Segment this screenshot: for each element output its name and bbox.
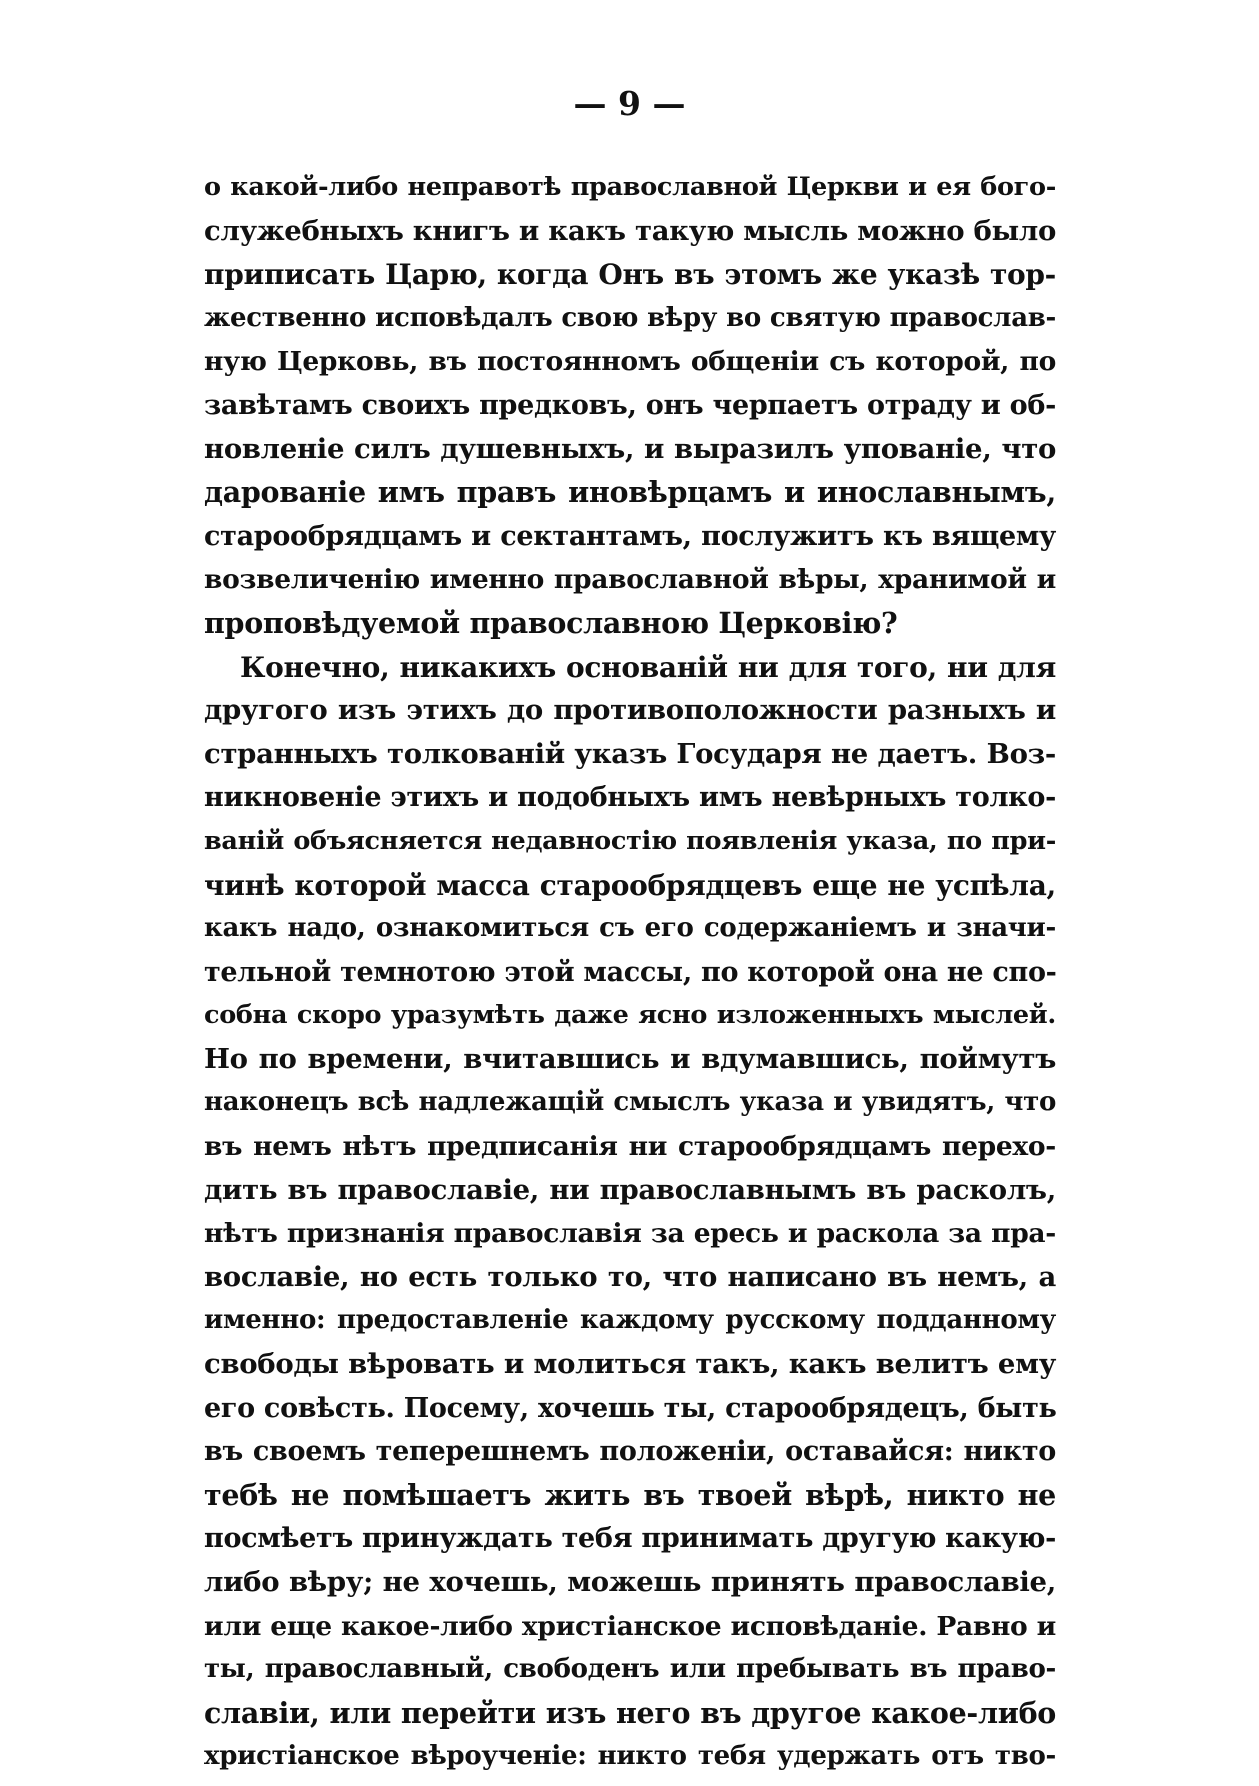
- text-line: служебныхъ книгъ и какъ такую мысль можно было: [204, 214, 1056, 247]
- text-line: посмѣетъ принуждать тебя принимать другую какую-: [204, 1523, 1057, 1555]
- text-line: никновеніе этихъ и подобныхъ имъ невѣрныхъ толко-: [204, 782, 1056, 814]
- text-line: нѣтъ признанія православія за ересь и раскола за пра-: [204, 1218, 1056, 1250]
- text-line: ты, православный, свободенъ или пребывать въ право-: [204, 1654, 1056, 1685]
- text-line: вославіе, но есть только то, что написано въ немъ, а: [204, 1260, 1056, 1293]
- text-line: другого изъ этихъ до противоположности разныхъ и: [204, 694, 1056, 727]
- text-line: приписать Царю, когда Онъ въ этомъ же указѣ тор-: [204, 258, 1056, 292]
- text-line: жественно исповѣдалъ свою вѣру во святую православ-: [204, 302, 1056, 333]
- paragraph-start-line: Конечно, никакихъ основаній ни для того, ни для: [240, 650, 1056, 684]
- text-line: ную Церковь, въ постоянномъ общеніи съ которой, по: [204, 346, 1056, 378]
- text-line: либо вѣру; не хочешь, можешь принять православіе,: [204, 1566, 1056, 1598]
- text-line: какъ надо, ознакомиться съ его содержаніемъ и значи-: [204, 913, 1056, 944]
- text-line: завѣтамъ своихъ предковъ, онъ черпаетъ отраду и об-: [204, 389, 1056, 421]
- text-line: собна скоро уразумѣть даже ясно изложенныхъ мыслей.: [204, 1000, 1056, 1031]
- paragraph-end-line: проповѣдуемой православною Церковію?: [204, 605, 898, 640]
- page-number: — 9 —: [573, 84, 686, 123]
- text-line: тебѣ не помѣшаетъ жить въ твоей вѣрѣ, никто не: [204, 1477, 1056, 1512]
- text-line: о какой-либо неправотѣ православной Церкви и ея бого-: [204, 172, 1056, 202]
- text-line: наконецъ всѣ надлежащій смыслъ указа и увидятъ, что: [204, 1087, 1056, 1118]
- text-line: именно: предоставленіе каждому русскому подданному: [204, 1305, 1056, 1336]
- text-line: въ немъ нѣтъ предписанія ни старообрядцамъ перехо-: [204, 1131, 1056, 1163]
- text-line: дарованіе имъ правъ иновѣрцамъ и инославнымъ,: [204, 475, 1056, 510]
- text-line: чинѣ которой масса старообрядцевъ еще не успѣла,: [204, 868, 1056, 902]
- text-line: свободы вѣровать и молиться такъ, какъ велитъ ему: [204, 1348, 1056, 1381]
- text-line: тельной темнотою этой массы, по которой она не спо-: [204, 956, 1057, 988]
- text-line: славіи, или перейти изъ него въ другое какое-либо: [204, 1695, 1056, 1730]
- text-line: христіанское вѣроученіе: никто тебя удержать отъ тво-: [204, 1741, 1056, 1772]
- text-line: новленіе силъ душевныхъ, и выразилъ упованіе, что: [204, 432, 1056, 465]
- text-line: въ своемъ теперешнемъ положеніи, оставайся: никто: [204, 1436, 1056, 1468]
- body-text: [204, 166, 1056, 1779]
- text-line: старообрядцамъ и сектантамъ, послужитъ къ вящему: [204, 520, 1056, 552]
- text-line: его совѣсть. Посему, хочешь ты, старообрядецъ, быть: [204, 1392, 1057, 1424]
- text-line: ваній объясняется недавностію появленія указа, по при-: [204, 825, 1056, 856]
- text-line: или еще какое-либо христіанское исповѣданіе. Равно и: [204, 1610, 1056, 1642]
- text-line: Но по времени, вчитавшись и вдумавшись, поймутъ: [204, 1042, 1056, 1075]
- text-line: дить въ православіе, ни православнымъ въ расколъ,: [204, 1173, 1056, 1206]
- text-line: возвеличенію именно православной вѣры, хранимой и: [204, 564, 1056, 596]
- text-line: странныхъ толкованій указъ Государя не даетъ. Воз-: [204, 737, 1056, 770]
